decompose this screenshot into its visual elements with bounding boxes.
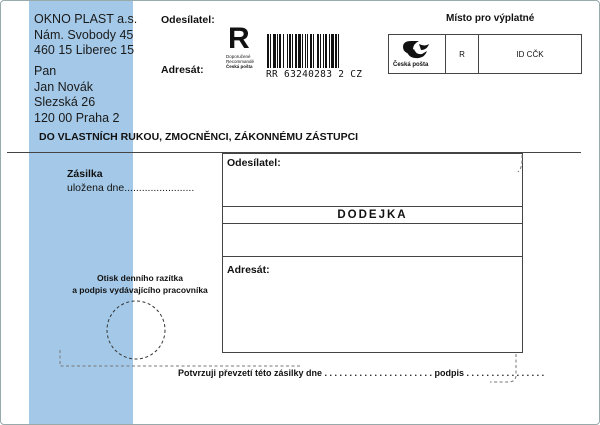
recipient-title: Pan bbox=[34, 64, 57, 78]
recipient-street: Slezská 26 bbox=[34, 95, 96, 109]
zasilka-line1: Zásilka bbox=[67, 168, 103, 180]
top-adresat-label: Adresát: bbox=[161, 64, 204, 76]
recipient-name: Jan Novák bbox=[34, 79, 94, 94]
registered-r-letter: R bbox=[228, 22, 250, 55]
dodejka-adresat-label: Adresát: bbox=[227, 264, 270, 276]
postage-area-label: Místo pro výplatné bbox=[446, 13, 535, 24]
postage-logo-text: Česká pošta bbox=[393, 62, 429, 68]
recipient-city: 120 00 Praha 2 bbox=[34, 110, 120, 125]
postage-id-cell: ID CČK bbox=[478, 35, 581, 73]
sender-name: OKNO PLAST a.s. bbox=[34, 12, 138, 26]
registered-line1: Doporučené bbox=[226, 54, 251, 59]
barcode-number: RR 63240283 2 CZ bbox=[266, 69, 363, 80]
registered-line2: Recommandé bbox=[226, 59, 255, 64]
stamp-line1: Otisk denního razítka bbox=[97, 273, 183, 283]
postage-r-cell: R bbox=[445, 35, 478, 73]
delivery-instruction: DO VLASTNÍCH RUKOU, ZMOCNĚNCI, ZÁKONNÉMU ZÁSTUPCI bbox=[39, 131, 359, 143]
zasilka-line2: uložena dne........................ bbox=[67, 182, 195, 194]
dodejka-title: DODEJKA bbox=[223, 206, 522, 224]
sender-city: 460 15 Liberec 15 bbox=[34, 43, 135, 57]
dodejka-odesilatel-label: Odesílatel: bbox=[227, 157, 281, 169]
confirmation-line: Potvrzuji převzetí této zásilky dne . . . . . . . . . . . . . . . . . . . . . . podpis . . . . . . . . . . . . . . . . bbox=[178, 368, 545, 378]
top-odesilatel-label: Odesílatel: bbox=[161, 14, 215, 26]
sender-street: Nám. Svobody 45 bbox=[34, 27, 134, 42]
stamp-line2: a podpis vydávajícího pracovníka bbox=[72, 285, 208, 295]
registered-brand: Česká pošta bbox=[226, 64, 253, 69]
